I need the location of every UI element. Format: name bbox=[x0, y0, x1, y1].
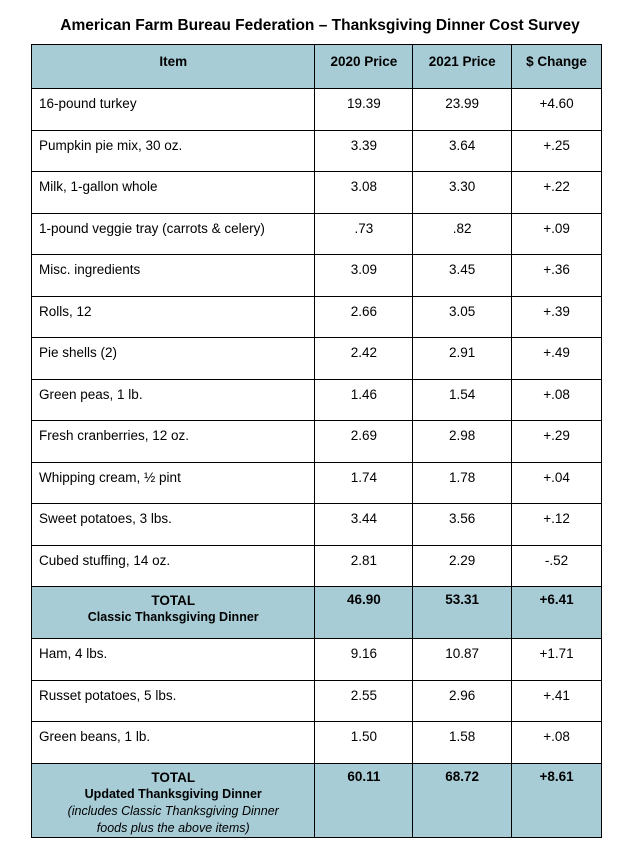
total-change: +6.41 bbox=[512, 587, 602, 639]
item-name: Rolls, 12 bbox=[32, 296, 315, 338]
price-change: +1.71 bbox=[512, 639, 602, 681]
item-name: Pumpkin pie mix, 30 oz. bbox=[32, 130, 315, 172]
table-row bbox=[32, 255, 602, 297]
cost-survey-table bbox=[31, 44, 602, 838]
price-2020: 3.44 bbox=[315, 504, 413, 546]
total-note-line2: foods plus the above items) bbox=[96, 820, 250, 835]
total-row-classic bbox=[32, 587, 602, 639]
header-item: Item bbox=[32, 45, 315, 89]
table-row bbox=[32, 172, 602, 214]
table-header-row bbox=[32, 45, 602, 89]
price-2021: 3.56 bbox=[413, 504, 512, 546]
total-label: TOTAL bbox=[151, 593, 196, 608]
total-price-2020: 60.11 bbox=[315, 763, 413, 837]
price-2020: 1.74 bbox=[315, 462, 413, 504]
total-price-2021: 68.72 bbox=[413, 763, 512, 837]
price-change: +.36 bbox=[512, 255, 602, 297]
price-change: +.41 bbox=[512, 680, 602, 722]
price-2021: 1.54 bbox=[413, 379, 512, 421]
item-name: Fresh cranberries, 12 oz. bbox=[32, 421, 315, 463]
item-name: Milk, 1-gallon whole bbox=[32, 172, 315, 214]
total-change: +8.61 bbox=[512, 763, 602, 837]
price-change: +.09 bbox=[512, 213, 602, 255]
price-change: -.52 bbox=[512, 545, 602, 587]
price-change: +.39 bbox=[512, 296, 602, 338]
item-name: Russet potatoes, 5 lbs. bbox=[32, 680, 315, 722]
total-row-updated bbox=[32, 763, 602, 837]
price-2020: 3.39 bbox=[315, 130, 413, 172]
price-2021: 3.64 bbox=[413, 130, 512, 172]
header-price-2021: 2021 Price bbox=[413, 45, 512, 89]
price-2021: 2.29 bbox=[413, 545, 512, 587]
header-price-2020: 2020 Price bbox=[315, 45, 413, 89]
header-change: $ Change bbox=[512, 45, 602, 89]
price-2021: 1.78 bbox=[413, 462, 512, 504]
price-change: +.22 bbox=[512, 172, 602, 214]
table-row bbox=[32, 338, 602, 380]
price-change: +.12 bbox=[512, 504, 602, 546]
price-2020: 19.39 bbox=[315, 89, 413, 131]
total-label-cell bbox=[32, 763, 315, 837]
table-row bbox=[32, 680, 602, 722]
total-note-line1: (includes Classic Thanksgiving Dinner bbox=[67, 803, 279, 818]
item-name: Green peas, 1 lb. bbox=[32, 379, 315, 421]
table-row bbox=[32, 722, 602, 764]
item-name: Pie shells (2) bbox=[32, 338, 315, 380]
price-2021: 3.05 bbox=[413, 296, 512, 338]
total-label: TOTAL bbox=[151, 769, 196, 785]
price-2020: .73 bbox=[315, 213, 413, 255]
total-price-2021: 53.31 bbox=[413, 587, 512, 639]
price-change: +.25 bbox=[512, 130, 602, 172]
table-row bbox=[32, 296, 602, 338]
item-name: Misc. ingredients bbox=[32, 255, 315, 297]
item-name: Green beans, 1 lb. bbox=[32, 722, 315, 764]
price-2021: 1.58 bbox=[413, 722, 512, 764]
price-change: +4.60 bbox=[512, 89, 602, 131]
price-2020: 2.55 bbox=[315, 680, 413, 722]
table-row bbox=[32, 89, 602, 131]
item-name: Sweet potatoes, 3 lbs. bbox=[32, 504, 315, 546]
price-2021: 2.91 bbox=[413, 338, 512, 380]
price-2020: 9.16 bbox=[315, 639, 413, 681]
price-2020: 1.46 bbox=[315, 379, 413, 421]
price-change: +.49 bbox=[512, 338, 602, 380]
total-sublabel: Classic Thanksgiving Dinner bbox=[87, 610, 259, 624]
price-2020: 2.42 bbox=[315, 338, 413, 380]
price-2021: 23.99 bbox=[413, 89, 512, 131]
table-row bbox=[32, 213, 602, 255]
price-2021: 3.30 bbox=[413, 172, 512, 214]
table-row bbox=[32, 639, 602, 681]
total-price-2020: 46.90 bbox=[315, 587, 413, 639]
item-name: 16-pound turkey bbox=[32, 89, 315, 131]
price-2021: 2.98 bbox=[413, 421, 512, 463]
price-2021: 3.45 bbox=[413, 255, 512, 297]
table-row bbox=[32, 421, 602, 463]
price-2020: 2.69 bbox=[315, 421, 413, 463]
price-2021: 2.96 bbox=[413, 680, 512, 722]
page-title: American Farm Bureau Federation – Thanksgiving Dinner Cost Survey bbox=[60, 17, 580, 34]
price-change: +.29 bbox=[512, 421, 602, 463]
price-change: +.08 bbox=[512, 379, 602, 421]
total-label-cell bbox=[32, 587, 315, 639]
table-row bbox=[32, 462, 602, 504]
item-name: Cubed stuffing, 14 oz. bbox=[32, 545, 315, 587]
table-row bbox=[32, 545, 602, 587]
price-2020: 3.08 bbox=[315, 172, 413, 214]
table-row bbox=[32, 379, 602, 421]
table-row bbox=[32, 130, 602, 172]
item-name: Whipping cream, ½ pint bbox=[32, 462, 315, 504]
item-name: Ham, 4 lbs. bbox=[32, 639, 315, 681]
price-2020: 2.66 bbox=[315, 296, 413, 338]
price-2020: 2.81 bbox=[315, 545, 413, 587]
price-change: +.08 bbox=[512, 722, 602, 764]
price-2020: 1.50 bbox=[315, 722, 413, 764]
item-name: 1-pound veggie tray (carrots & celery) bbox=[32, 213, 315, 255]
total-sublabel: Updated Thanksgiving Dinner bbox=[84, 786, 262, 801]
price-change: +.04 bbox=[512, 462, 602, 504]
price-2021: 10.87 bbox=[413, 639, 512, 681]
table-row bbox=[32, 504, 602, 546]
price-2020: 3.09 bbox=[315, 255, 413, 297]
price-2021: .82 bbox=[413, 213, 512, 255]
